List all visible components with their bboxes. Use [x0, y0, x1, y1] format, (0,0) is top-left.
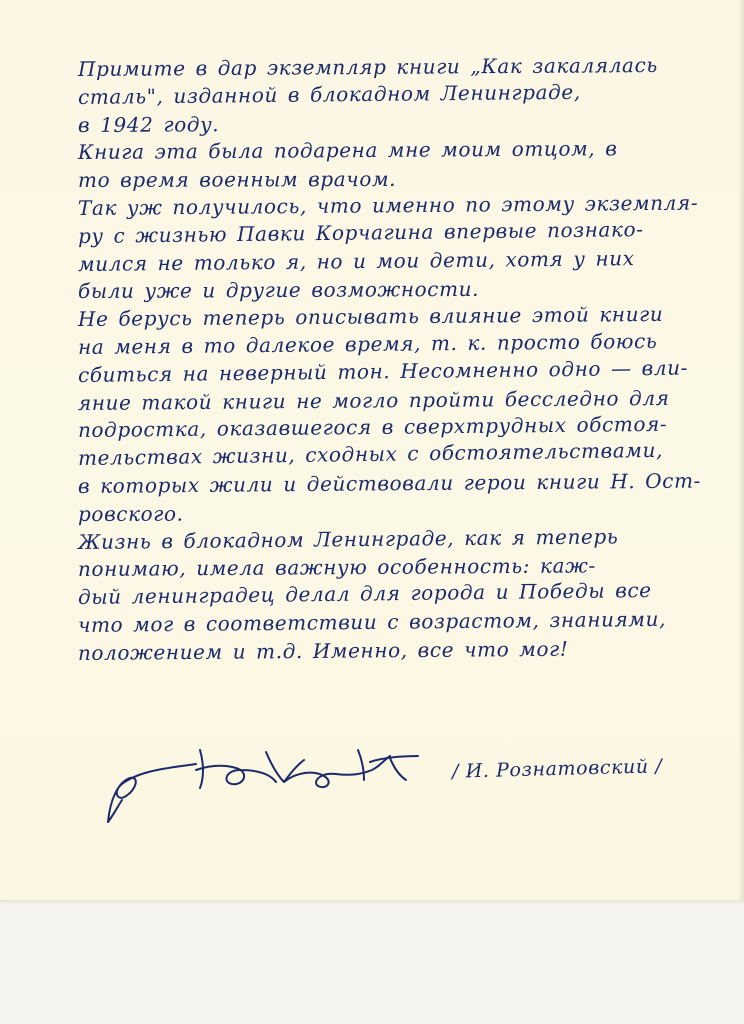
signature-name: / И. Рознатовский /: [451, 755, 663, 783]
handwritten-letter: [77, 52, 718, 668]
letter-line: тельствах жизни, сходных с обстоятельствами,: [77, 437, 664, 471]
letter-line: ру с жизнью Павки Корчагина впервые познако-: [77, 216, 644, 248]
sheet-bottom-edge: [0, 900, 744, 902]
letter-line: Примите в дар экземпляр книги „Как закалялась: [77, 52, 658, 81]
letter-line: понимаю, имела важную особенность: каж-: [77, 553, 596, 582]
letter-line: мился не только я, но и мои дети, хотя у них: [77, 245, 635, 276]
letter-line: положением и т.д. Именно, все что мог!: [77, 636, 569, 665]
letter-line: Так уж получилось, что именно по этому экземпля-: [77, 190, 699, 220]
letter-line: в 1942 году.: [77, 111, 220, 137]
letter-line: яние такой книги не могло пройти бесследно для: [77, 385, 670, 415]
letter-line: что мог в соответствии с возрастом, знаниями,: [77, 606, 667, 637]
letter-line: сбиться на неверный тон. Несомненно одно — вли-: [77, 355, 689, 387]
letter-line: сталь", изданной в блокадном Ленинграде,: [77, 79, 581, 109]
letter-line: дый ленинградец делал для города и Победы все: [77, 578, 652, 610]
letter-line: в которых жили и действовали герои книги Н. Ост-: [77, 468, 702, 498]
letter-line: Книга эта была подарена мне моим отцом, в: [77, 136, 618, 165]
signature-block: [100, 730, 700, 830]
handwritten-signature: [100, 730, 440, 830]
sheet-right-edge: [738, 0, 744, 900]
letter-line: на меня в то далекое время, т. к. просто боюсь: [77, 328, 658, 359]
letter-line: были уже и другие возможности.: [77, 277, 480, 304]
letter-line: Не берусь теперь описывать влияние этой книги: [77, 302, 664, 332]
letter-line: то время военным врачом.: [77, 167, 397, 193]
letter-line: подростка, оказавшегося в сверхтрудных обстоя-: [77, 412, 668, 443]
letter-line: ровского.: [77, 501, 184, 526]
letter-line: Жизнь в блокадном Ленинграде, как я теперь: [77, 523, 619, 554]
